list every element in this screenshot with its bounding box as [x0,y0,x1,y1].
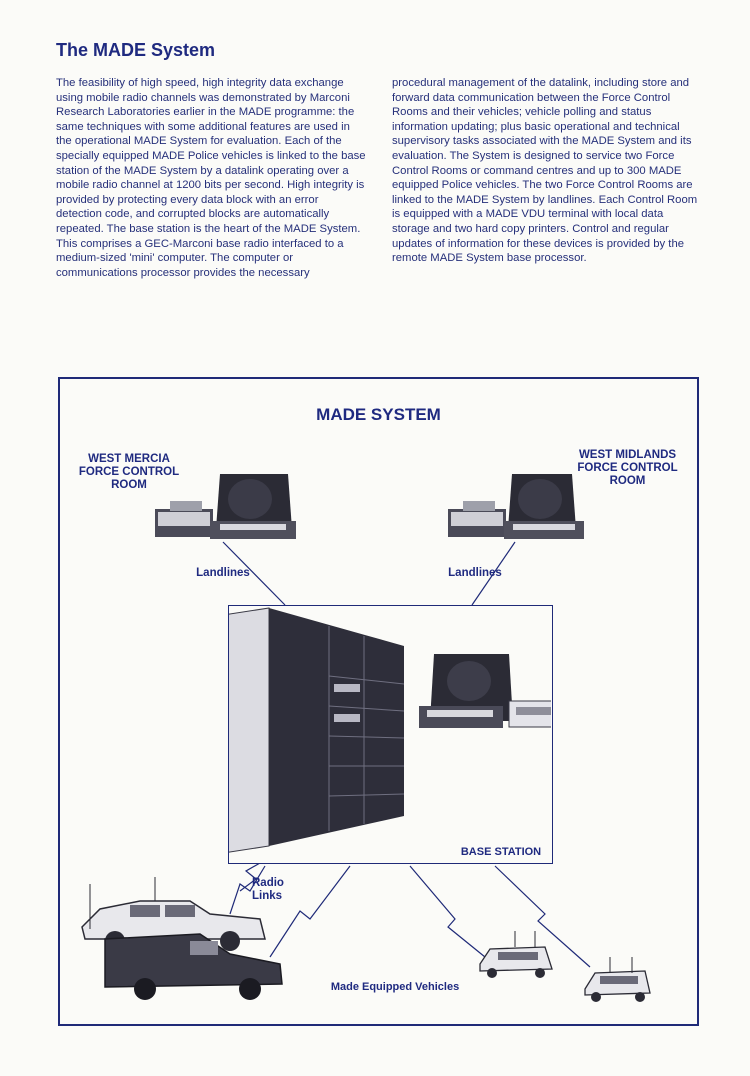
base-station-box [228,605,553,864]
right-landline-label: Landlines [448,567,502,579]
left-landline-label: Landlines [196,567,250,579]
right-control-room-equipment [448,474,584,539]
vehicles-label: Made Equipped Vehicles [330,981,460,993]
right-room-label: WEST MIDLANDS FORCE CONTROL ROOM [577,449,678,487]
diagram-title: MADE SYSTEM [316,405,441,424]
radio-links-label: Radio Links [252,877,284,902]
made-system-diagram [58,377,699,1026]
body-column-left: The feasibility of high speed, high integrity data exchange using mobile radio channels was demonstrated by Marconi Research Laboratories earlier in the MADE programme: the same techniques with some additional features are used in the operational MADE System for evaluation. Each of the specially equipped MADE Police vehicles is linked to the base station of the MADE System by a datalink operating over a mobile radio channel at 1200 bits per second. High integrity is provided by protecting every data block with an error detection code, and corrupted blocks are automatically repeated. The base station is the heart of the MADE System. This comprises a GEC-Marconi base radio interfaced to a medium-sized 'mini' computer. The computer or communications processor provides the necessary [56,77,366,279]
body-column-right: procedural management of the datalink, including store and forward data communication between the Force Control Rooms and their vehicles; vehicle polling and status information updating; plus basic operational and technical supervisory tasks associated with the MADE System and its evaluation. The System is designed to service two Force Control Rooms or command centres and up to 300 MADE equipped Police vehicles. The two Force Control Rooms are linked to the MADE System by landlines. Each Control Room is equipped with a MADE VDU terminal with local data storage and two hard copy printers. Control and regular updates of information for these devices is provided by the remote MADE System base processor. [392,77,698,265]
police-van-dark [105,934,282,1000]
left-room-label: WEST MERCIA FORCE CONTROL ROOM [78,453,180,491]
base-station-label: BASE STATION [460,846,542,858]
small-car-1 [480,931,552,978]
base-station-artwork [229,606,551,862]
small-car-2 [585,957,650,1002]
page-title: The MADE System [56,40,216,60]
